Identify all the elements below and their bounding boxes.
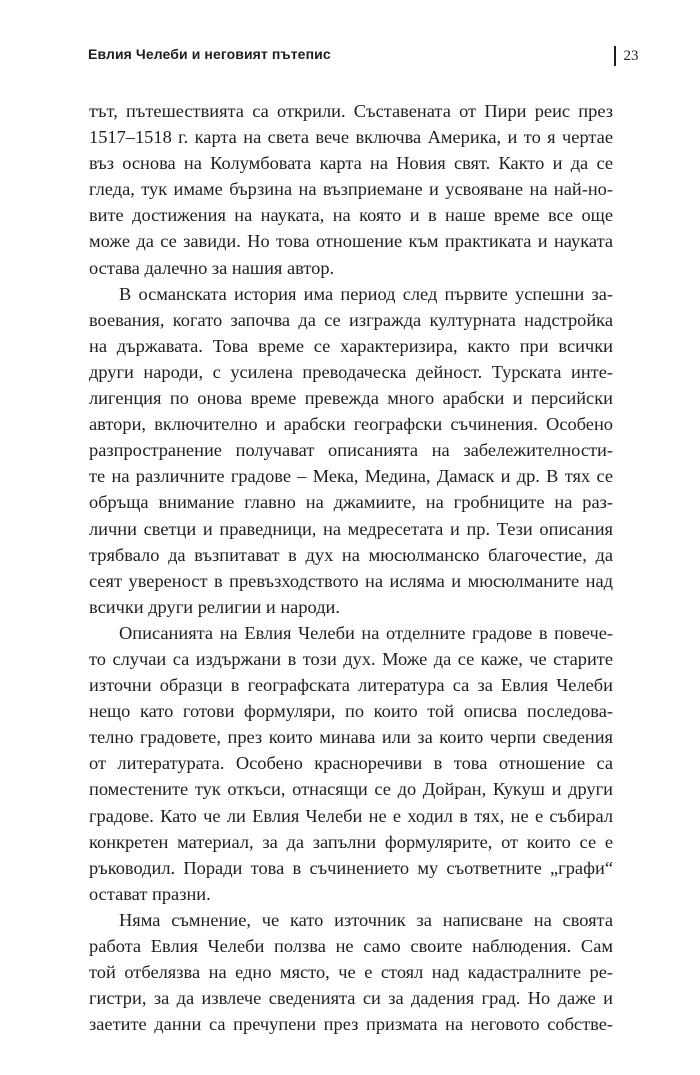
text-line: сеят увереност в превъзходството на исляма и мюсюлманите над	[89, 570, 613, 591]
text-line: трябвало да възпитават в дух на мюсюлманско благочестие, да	[89, 544, 613, 565]
text-line: всички други религии и народи.	[89, 596, 340, 617]
text-line: то случаи са издържани в този дух. Може да се каже, че старите	[89, 648, 613, 669]
text-line: източни образци в географската литература са за Евлия Челеби	[89, 675, 613, 696]
text-line: работа Евлия Челеби ползва не само своите наблюдения. Сам	[89, 936, 613, 956]
text-line: тът, пътешествията са открили. Съставената от Пири реис през	[89, 101, 613, 121]
text-line: В османската история има период след първите успешни за-	[119, 283, 613, 304]
text-line: градове. Като че ли Евлия Челеби не е ходил в тях, не е събирал	[89, 805, 613, 826]
text-line: гистри, за да извлече сведенията си за дадения град. Но даже и	[89, 988, 613, 1009]
text-line: те на различните градове – Мека, Медина, Дамаск и др. В тях се	[89, 466, 613, 487]
text-line: той отбелязва на едно място, че е стоял над кадастралните ре-	[89, 962, 613, 983]
text-line: може да се завиди. Но това отношение към практиката и науката	[89, 231, 613, 252]
text-line: други народи, с усилена преводаческа дейност. Турската инте-	[89, 361, 613, 382]
text-line: гледа, тук имаме бързина на възприемане и усвояване на най-но-	[89, 179, 613, 200]
text-line: нещо като готови формуляри, по които той описва последова-	[89, 701, 613, 722]
text-line: конкретен материал, за да запълни формулярите, от които се е	[89, 831, 613, 852]
text-line: телно градовете, през които минава или за които черпи сведения	[89, 727, 613, 748]
folio-divider	[614, 46, 616, 66]
text-line: 1517–1518 г. карта на света вече включва Америка, и то я чертае	[89, 127, 613, 148]
text-line: ръководил. Поради това в съчинението му съответните „графи“	[89, 857, 613, 878]
text-line: разпространение получават описанията на забележителности-	[89, 440, 613, 461]
text-line: воевания, когато започва да се изгражда културната надстройка	[89, 309, 613, 330]
text-line: Описанията на Евлия Челеби на отделните градове в повече-	[119, 622, 613, 643]
text-line: Няма съмнение, че като източник за написване на своята	[119, 909, 613, 930]
text-line: поместените тук откъси, отнасящи се до Дойран, Кукуш и други	[89, 779, 613, 800]
text-line: заетите данни са пречупени през призмата на неговото собстве-	[89, 1014, 613, 1035]
text-line: остават празни.	[89, 883, 211, 904]
page-number	[614, 46, 639, 66]
text-line: обръща внимание главно на джамиите, на гробниците на раз-	[89, 492, 613, 513]
running-head-title: Евлия Челеби и неговият пътепис	[88, 46, 331, 62]
text-line: лични светци и праведници, на медресетата и пр. Тези описания	[89, 518, 613, 539]
text-line: автори, включително и арабски географски съчинения. Особено	[89, 414, 613, 435]
text-line: въз основа на Колумбовата карта на Новия свят. Както и да се	[89, 153, 613, 174]
text-line: вите достижения на науката, на която и в наше време все още	[89, 205, 613, 226]
text-line: от литературата. Особено красноречиви в това отношение са	[89, 753, 613, 774]
body-text	[89, 98, 613, 1037]
text-line: лигенция по онова време превежда много арабски и персийски	[89, 388, 613, 409]
text-line: остава далечно за нашия автор.	[89, 257, 335, 278]
text-line: на държавата. Това време се характеризира, както при всички	[89, 335, 613, 356]
page-number-text: 23	[623, 47, 639, 64]
